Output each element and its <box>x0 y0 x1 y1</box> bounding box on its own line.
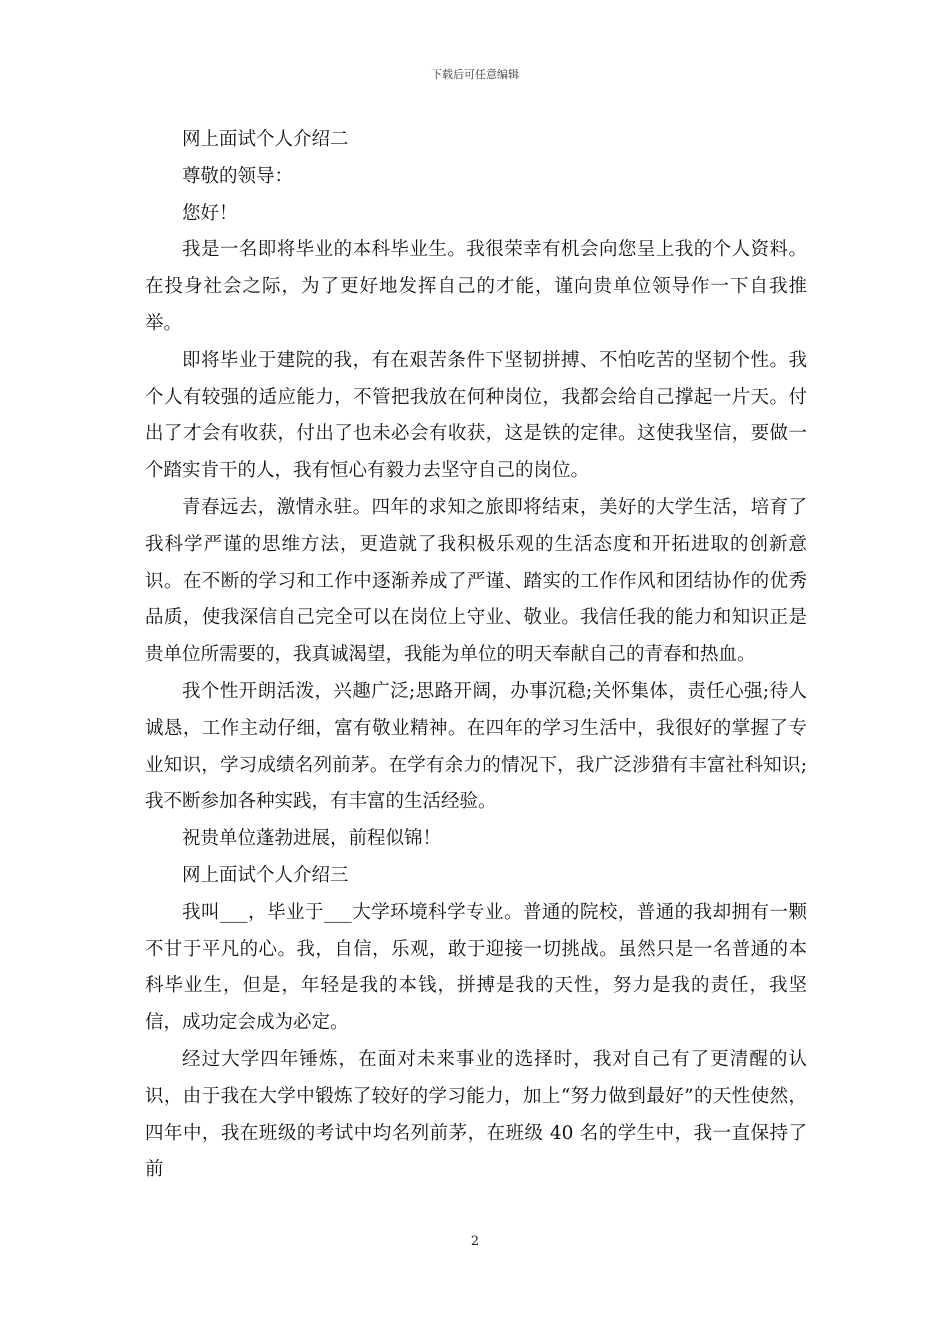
paragraph-intro: 我是一名即将毕业的本科毕业生。我很荣幸有机会向您呈上我的个人资料。在投身社会之际，为了更好地发挥自己的才能，谨向贵单位领导作一下自我推举。 <box>145 239 807 334</box>
paragraph-youth: 青春远去，激情永驻。四年的求知之旅即将结束，美好的大学生活，培育了我科学严谨的思维方法，更造就了我积极乐观的生活态度和开拓进取的创新意识。在不断的学习和工作中逐渐养成了严谨、踏实的工作作风和团结协作的优秀品质，使我深信自己完全可以在岗位上守业、敬业。我信任我的能力和知识正是贵单位所需要的，我真诚渴望，我能为单位的明天奉献自己的青春和热血。 <box>145 496 807 666</box>
salutation: 尊敬的领导： <box>182 165 294 187</box>
section-title-2: 网上面试个人介绍二 <box>182 129 349 150</box>
paragraph-university: 经过大学四年锤炼，在面对未来事业的选择时，我对自己有了更清醒的认识，由于我在大学中锻炼了较好的学习能力，加上“努力做到最好”的天性使然，四年中，我在班级的考试中均名列前茅，在班级 40 名的学生中，我一直保持了前 <box>145 1048 807 1181</box>
paragraph-character: 即将毕业于建院的我，有在艰苦条件下坚韧拼搏、不怕吃苦的坚韧个性。我个人有较强的适应能力，不管把我放在何种岗位，我都会给自己撑起一片天。付出了才会有收获，付出了也未必会有收获，这是铁的定律。这使我坚信，要做一个踏实肯干的人，我有恒心有毅力去坚守自己的岗位。 <box>145 349 807 482</box>
paragraph-personality: 我个性开朗活泼，兴趣广泛;思路开阔，办事沉稳;关怀集体，责任心强;待人诚恳，工作主动仔细，富有敬业精神。在四年的学习生活中，我很好的掌握了专业知识，学习成绩名列前茅。在学有余力的情况下，我广泛涉猎有丰富社科知识;我不断参加各种实践，有丰富的生活经验。 <box>145 680 807 813</box>
document-body <box>145 122 807 1189</box>
page-header-note: 下载后可任意编辑 <box>431 68 519 81</box>
closing-wish: 祝贵单位蓬勃进展，前程似锦！ <box>182 828 442 850</box>
section-title-3: 网上面试个人介绍三 <box>182 864 349 886</box>
greeting: 您好！ <box>182 202 238 224</box>
paragraph-self-intro: 我叫___，毕业于___大学环境科学专业。普通的院校，普通的我却拥有一颗不甘于平凡的心。我，自信，乐观，敢于迎接一切挑战。虽然只是一名普通的本科毕业生，但是，年轻是我的本钱，拼搏是我的天性，努力是我的责任，我坚信，成功定会成为必定。 <box>145 901 807 1034</box>
page-number: 2 <box>470 1234 480 1249</box>
